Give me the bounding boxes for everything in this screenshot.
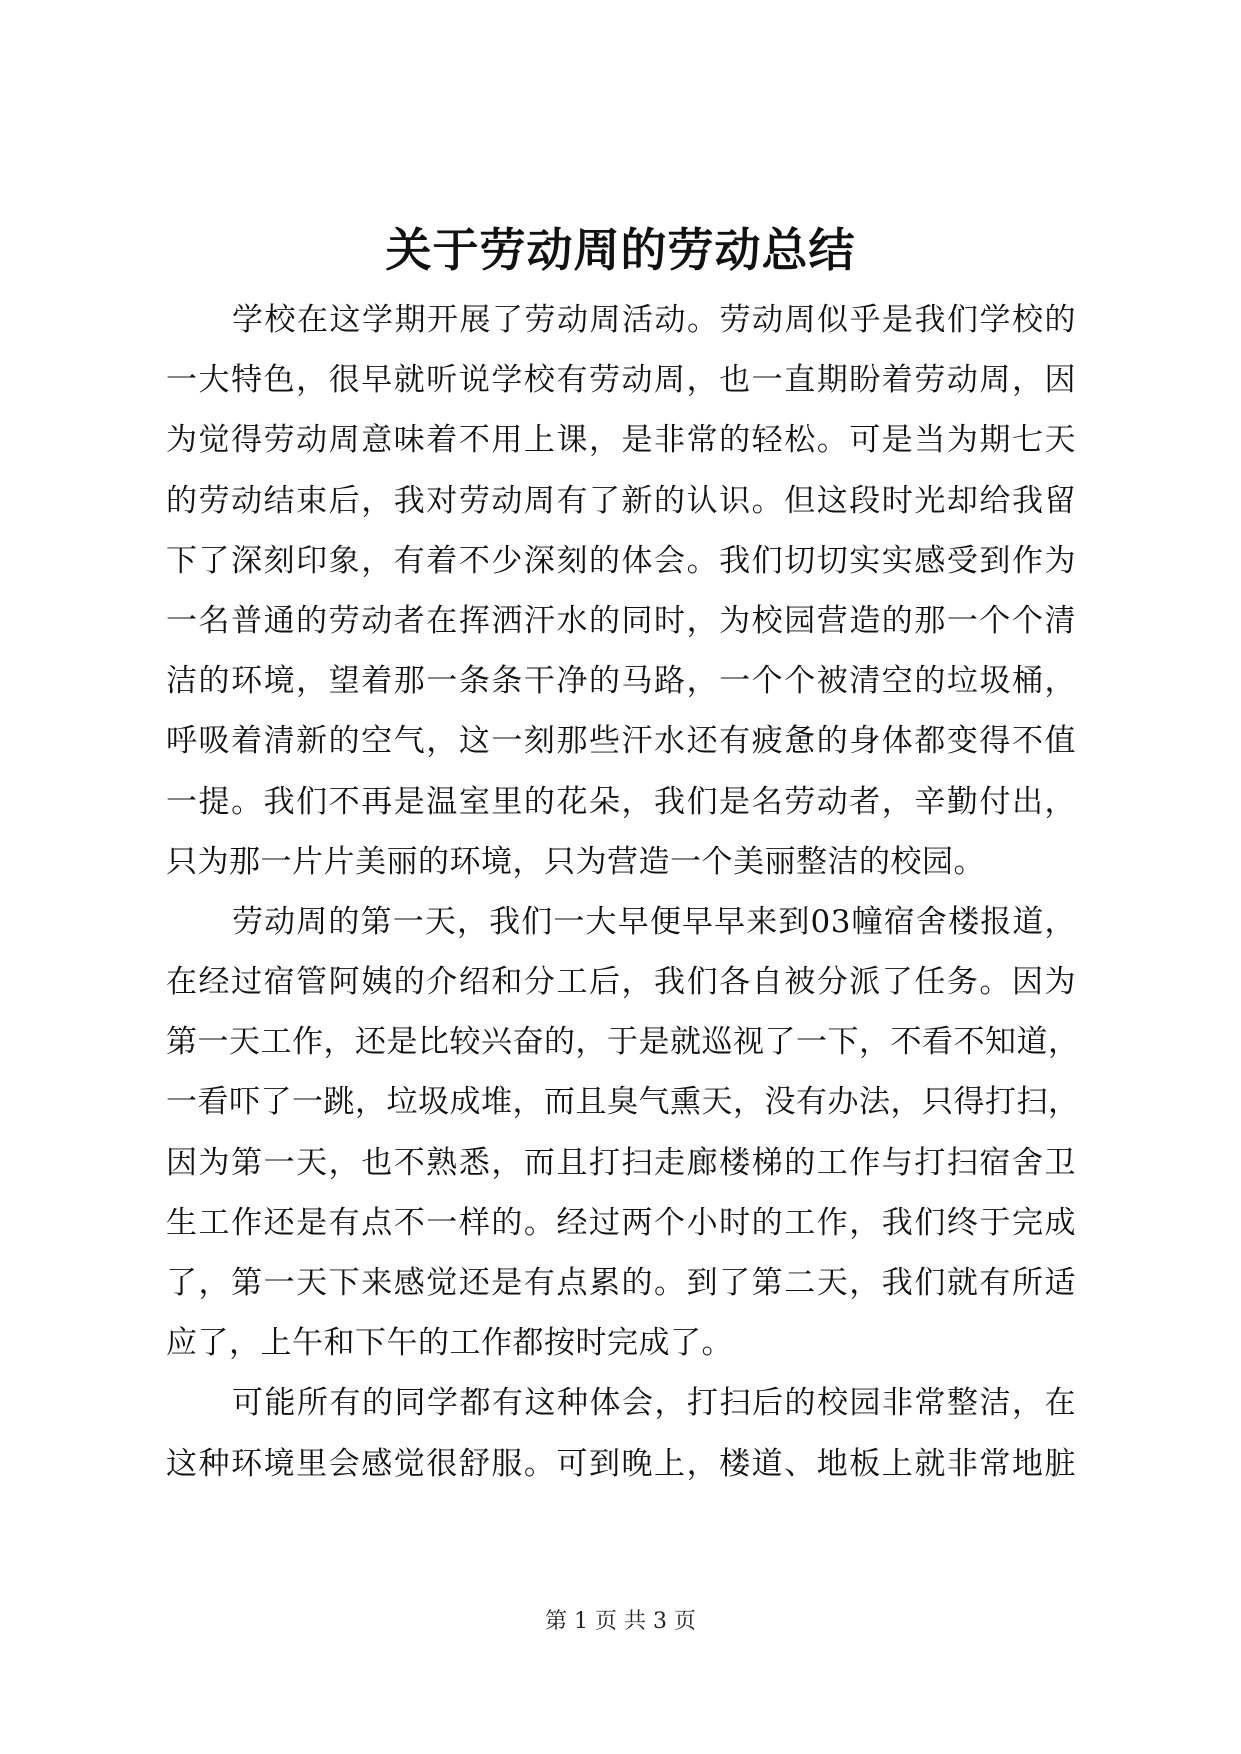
text-line: 的劳动结束后，我对劳动周有了新的认识。但这段时光却给我留 (166, 482, 1076, 519)
text-line: 呼吸着清新的空气，这一刻那些汗水还有疲惫的身体都变得不值 (166, 723, 1076, 760)
text-line: 一大特色，很早就听说学校有劳动周，也一直期盼着劳动周，因 (166, 362, 1076, 399)
text-line: 可能所有的同学都有这种体会，打扫后的校园非常整洁，在 (232, 1385, 1076, 1422)
text-line: 一提。我们不再是温室里的花朵，我们是名劳动者，辛勤付出， (166, 783, 1076, 820)
text-line: 下了深刻印象，有着不少深刻的体会。我们切切实实感受到作为 (166, 542, 1076, 579)
text-line: 应了，上午和下午的工作都按时完成了。 (166, 1325, 733, 1362)
text-line: 第一天工作，还是比较兴奋的，于是就巡视了一下，不看不知道， (166, 1024, 1080, 1061)
text-line: 生工作还是有点不一样的。经过两个小时的工作，我们终于完成 (166, 1204, 1076, 1241)
text-line: 洁的环境，望着那一条条干净的马路，一个个被清空的垃圾桶， (166, 663, 1076, 700)
paragraph-1 (166, 290, 1076, 892)
text-line: 只为那一片片美丽的环境，只为营造一个美丽整洁的校园。 (166, 843, 985, 880)
text-line: 劳动周的第一天，我们一大早便早早来到03幢宿舍楼报道， (232, 903, 1076, 940)
document-title: 关于劳动周的劳动总结 (385, 223, 856, 277)
text-line: 因为第一天，也不熟悉，而且打扫走廊楼梯的工作与打扫宿舍卫 (166, 1144, 1076, 1181)
text-line: 这种环境里会感觉很舒服。可到晚上，楼道、地板上就非常地脏 (166, 1445, 1076, 1482)
text-line: 一名普通的劳动者在挥洒汗水的同时，为校园营造的那一个个清 (166, 602, 1076, 639)
paragraph-3 (166, 1373, 1076, 1493)
paragraph-2 (166, 892, 1080, 1374)
text-line: 学校在这学期开展了劳动周活动。劳动周似乎是我们学校的 (232, 302, 1076, 338)
text-line: 为觉得劳动周意味着不用上课，是非常的轻松。可是当为期七天 (166, 422, 1076, 459)
text-line: 一看吓了一跳，垃圾成堆，而且臭气熏天，没有办法，只得打扫， (166, 1084, 1080, 1121)
text-line: 在经过宿管阿姨的介绍和分工后，我们各自被分派了任务。因为 (166, 964, 1076, 1001)
text-line: 了，第一天下来感觉还是有点累的。到了第二天，我们就有所适 (166, 1265, 1076, 1301)
document-body (166, 290, 1080, 1494)
page-footer: 第 1 页 共 3 页 (545, 1609, 696, 1634)
